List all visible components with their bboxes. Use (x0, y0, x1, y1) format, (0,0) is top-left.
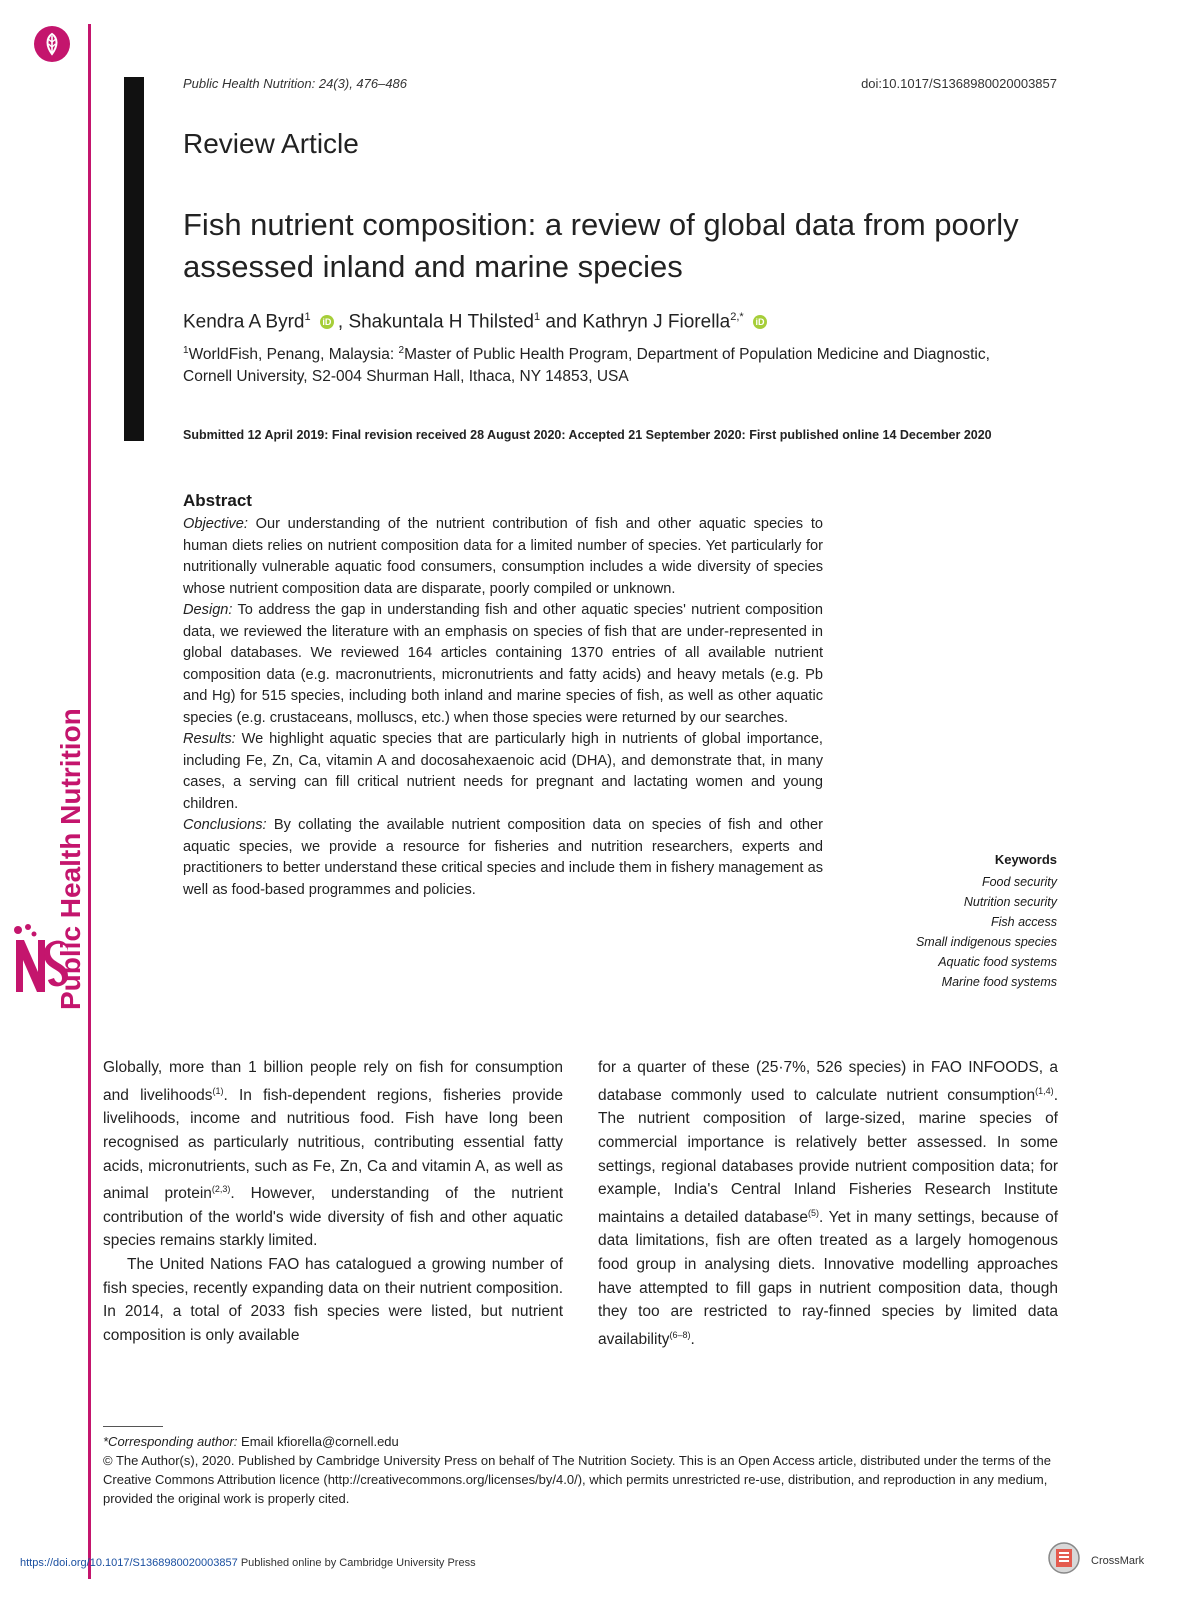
doi-link[interactable]: https://doi.org/10.1017/S1368980020003857 (20, 1557, 238, 1569)
body-column-left (103, 1056, 563, 1347)
footnote (103, 1432, 1058, 1508)
keywords-heading: Keywords (994, 852, 1057, 867)
results-label: Results: (183, 731, 236, 747)
keyword-item: Aquatic food systems (938, 955, 1057, 969)
keyword-item: Marine food systems (941, 975, 1057, 989)
keyword-item: Fish access (991, 915, 1057, 929)
orcid-icon[interactable]: iD (320, 315, 334, 329)
conclusions-label: Conclusions: (183, 817, 267, 833)
abstract-heading: Abstract (183, 491, 252, 510)
journal-color-rule (88, 24, 91, 1579)
body-text: . In fish-dependent regions, fisheries provide livelihoods, income and nutritious food. Fish have long been recognised as particularly nutritious, contributing essential fatty acids, micronutrients, such as Fe, Zn, Ca and vitamin A, as well as animal protein (103, 1086, 563, 1203)
journal-citation: Public Health Nutrition: 24(3), 476–486 (183, 76, 408, 91)
author-byrd[interactable]: Kendra A Byrd (183, 311, 305, 333)
journal-side-title: Public Health Nutrition (55, 708, 86, 1010)
body-text: . However, understanding of the nutrient contribution of the world's wide diversity of fish and other aquatic species remains starkly limited. (103, 1185, 563, 1250)
article-doi[interactable]: doi:10.1017/S1368980020003857 (861, 76, 1057, 91)
affil-worldfish: WorldFish, Penang, Malaysia: (188, 346, 395, 364)
article-title: Fish nutrient composition: a review of global data from poorly assessed inland and marine species (183, 207, 1019, 284)
design-label: Design: (183, 602, 233, 618)
results-text: We highlight aquatic species that are particularly high in nutrients of global importance, including Fe, Zn, Ca, vitamin A and docosahexaenoic acid (DHA), and demonstrate that, in many cases, a serving can fill critical nutrient needs for pregnant and lactating women and young children. (183, 731, 823, 812)
objective-text: Our understanding of the nutrient contribution of fish and other aquatic species to human diets relies on nutrient composition data for a limited number of species. Yet particularly for nutritionally vulnerable aquatic food consumers, consumption includes a wide diversity of species whose nutrient composition data are disparate, poorly compiled or unknown. (183, 516, 823, 597)
section-marker-bar (124, 77, 144, 441)
publication-dates: Submitted 12 April 2019: Final revision received 28 August 2020: Accepted 21 September 2020: First published online 14 December 2020 (183, 428, 992, 442)
keywords-list (916, 872, 1057, 992)
abstract-results (183, 729, 823, 815)
corresponding-author (103, 1432, 1058, 1451)
corr-label: *Corresponding author: (103, 1434, 238, 1449)
body-text: . Yet in many settings, because of data limitations, fish are often treated as a largely homogenous food group in analysing diets. Innovative modelling approaches have attempted to fill gaps in nutrient composition data, though they too are restricted to ray-finned species by limited data availability (598, 1208, 1058, 1348)
article-type: Review Article (183, 128, 359, 159)
body-text: . (690, 1331, 695, 1348)
design-text: To address the gap in understanding fish and other aquatic species' nutrient composition data, we reviewed the literature with an emphasis on species of fish that are under-represented in global databases. We reviewed 164 articles containing 1370 entries of all available nutrient composition data (e.g. macronutrients, micronutrients and fatty acids) and heavy metals (e.g. Pb and Hg) for 515 species, including both inland and marine species of fish, as well as other aquatic species (e.g. crustaceans, molluscs, etc.) when those species were returned by our searches. (183, 602, 823, 726)
affil-marker-2: 2 (398, 345, 405, 356)
citation-ref[interactable]: (1,4) (1035, 1085, 1054, 1096)
citation-ref[interactable]: (1) (212, 1085, 224, 1096)
footnote-divider (103, 1426, 163, 1427)
body-paragraph (598, 1056, 1058, 1352)
affil-marker-1: 1 (183, 345, 189, 356)
bottom-doi-line (20, 1557, 476, 1569)
abstract-body (183, 514, 823, 901)
body-column-right (598, 1056, 1058, 1352)
keyword-item: Nutrition security (963, 895, 1057, 909)
abstract-objective (183, 514, 823, 600)
author-fiorella-affil: 2,* (730, 311, 744, 323)
author-thilsted-affil: 1 (533, 311, 541, 323)
author-list: Kendra A Byrd$^1$ iD , Shakuntala H Thilsted$^1$ and Kathryn J Fiorella$^{2,*}$ iD (183, 311, 771, 333)
abstract-design (183, 600, 823, 729)
objective-label: Objective: (183, 516, 248, 532)
citation-ref[interactable]: (6–8) (669, 1329, 691, 1340)
author-byrd-affil: 1 (304, 311, 311, 323)
open-access-leaf-icon (34, 26, 70, 62)
keyword-item: Food security (981, 875, 1057, 889)
crossmark-label: CrossMark (1091, 1555, 1145, 1567)
citation-ref[interactable]: (5) (808, 1207, 819, 1218)
affil-cornell: Master of Public Health Program, Department of Population Medicine and Diagnostic, Cornell University, S2-004 Shurman Hall, Ithaca, NY 14853, USA (183, 346, 990, 386)
orcid-icon[interactable]: iD (753, 315, 767, 329)
license-statement: © The Author(s), 2020. Published by Cambridge University Press on behalf of The Nutrition Society. This is an Open Access article, distributed under the terms of the Creative Commons Attribution licence (http://creativecommons.org/licenses/by/4.0/), which permits unrestricted re-use, distribution, and reproduction in any medium, provided the original work is properly cited. (103, 1453, 1051, 1506)
body-text: . The nutrient composition of large-sized, marine species of commercial importance is relatively better assessed. In some settings, regional databases provide nutrient composition data; for example, India's Central Inland Fisheries Research Institute maintains a detailed database (598, 1086, 1058, 1226)
conclusions-text: By collating the available nutrient composition data on species of fish and other aquatic species, we provide a resource for fisheries and nutrition researchers, experts and practitioners to better understand these critical species and include them in fishery management as well as food-based programmes and policies. (183, 817, 823, 898)
corr-email[interactable]: Email kfiorella@cornell.edu (241, 1434, 399, 1449)
author-conjunction: and (545, 311, 578, 333)
keyword-item: Small indigenous species (915, 935, 1057, 949)
crossmark-icon[interactable] (1042, 1541, 1088, 1575)
author-thilsted[interactable]: Shakuntala H Thilsted (348, 311, 534, 333)
body-text: for a quarter of these (25·7%, 526 species) in FAO INFOODS, a database commonly used to calculate nutrient consumption (598, 1059, 1058, 1104)
published-by: Published online by Cambridge University Press (240, 1557, 476, 1569)
nutrition-society-logo-icon (10, 922, 70, 994)
body-paragraph: The United Nations FAO has catalogued a growing number of fish species, recently expanding data on their nutrient composition. In 2014, a total of 2033 fish species were listed, but nutrient composition is only available (103, 1256, 563, 1344)
affiliations (183, 340, 1013, 388)
abstract-conclusions (183, 815, 823, 901)
body-paragraph (103, 1056, 563, 1253)
body-text: Globally, more than 1 billion people rely on fish for consumption and livelihoods (103, 1059, 563, 1104)
citation-ref[interactable]: (2,3) (211, 1184, 231, 1195)
author-fiorella[interactable]: Kathryn J Fiorella (582, 311, 731, 333)
